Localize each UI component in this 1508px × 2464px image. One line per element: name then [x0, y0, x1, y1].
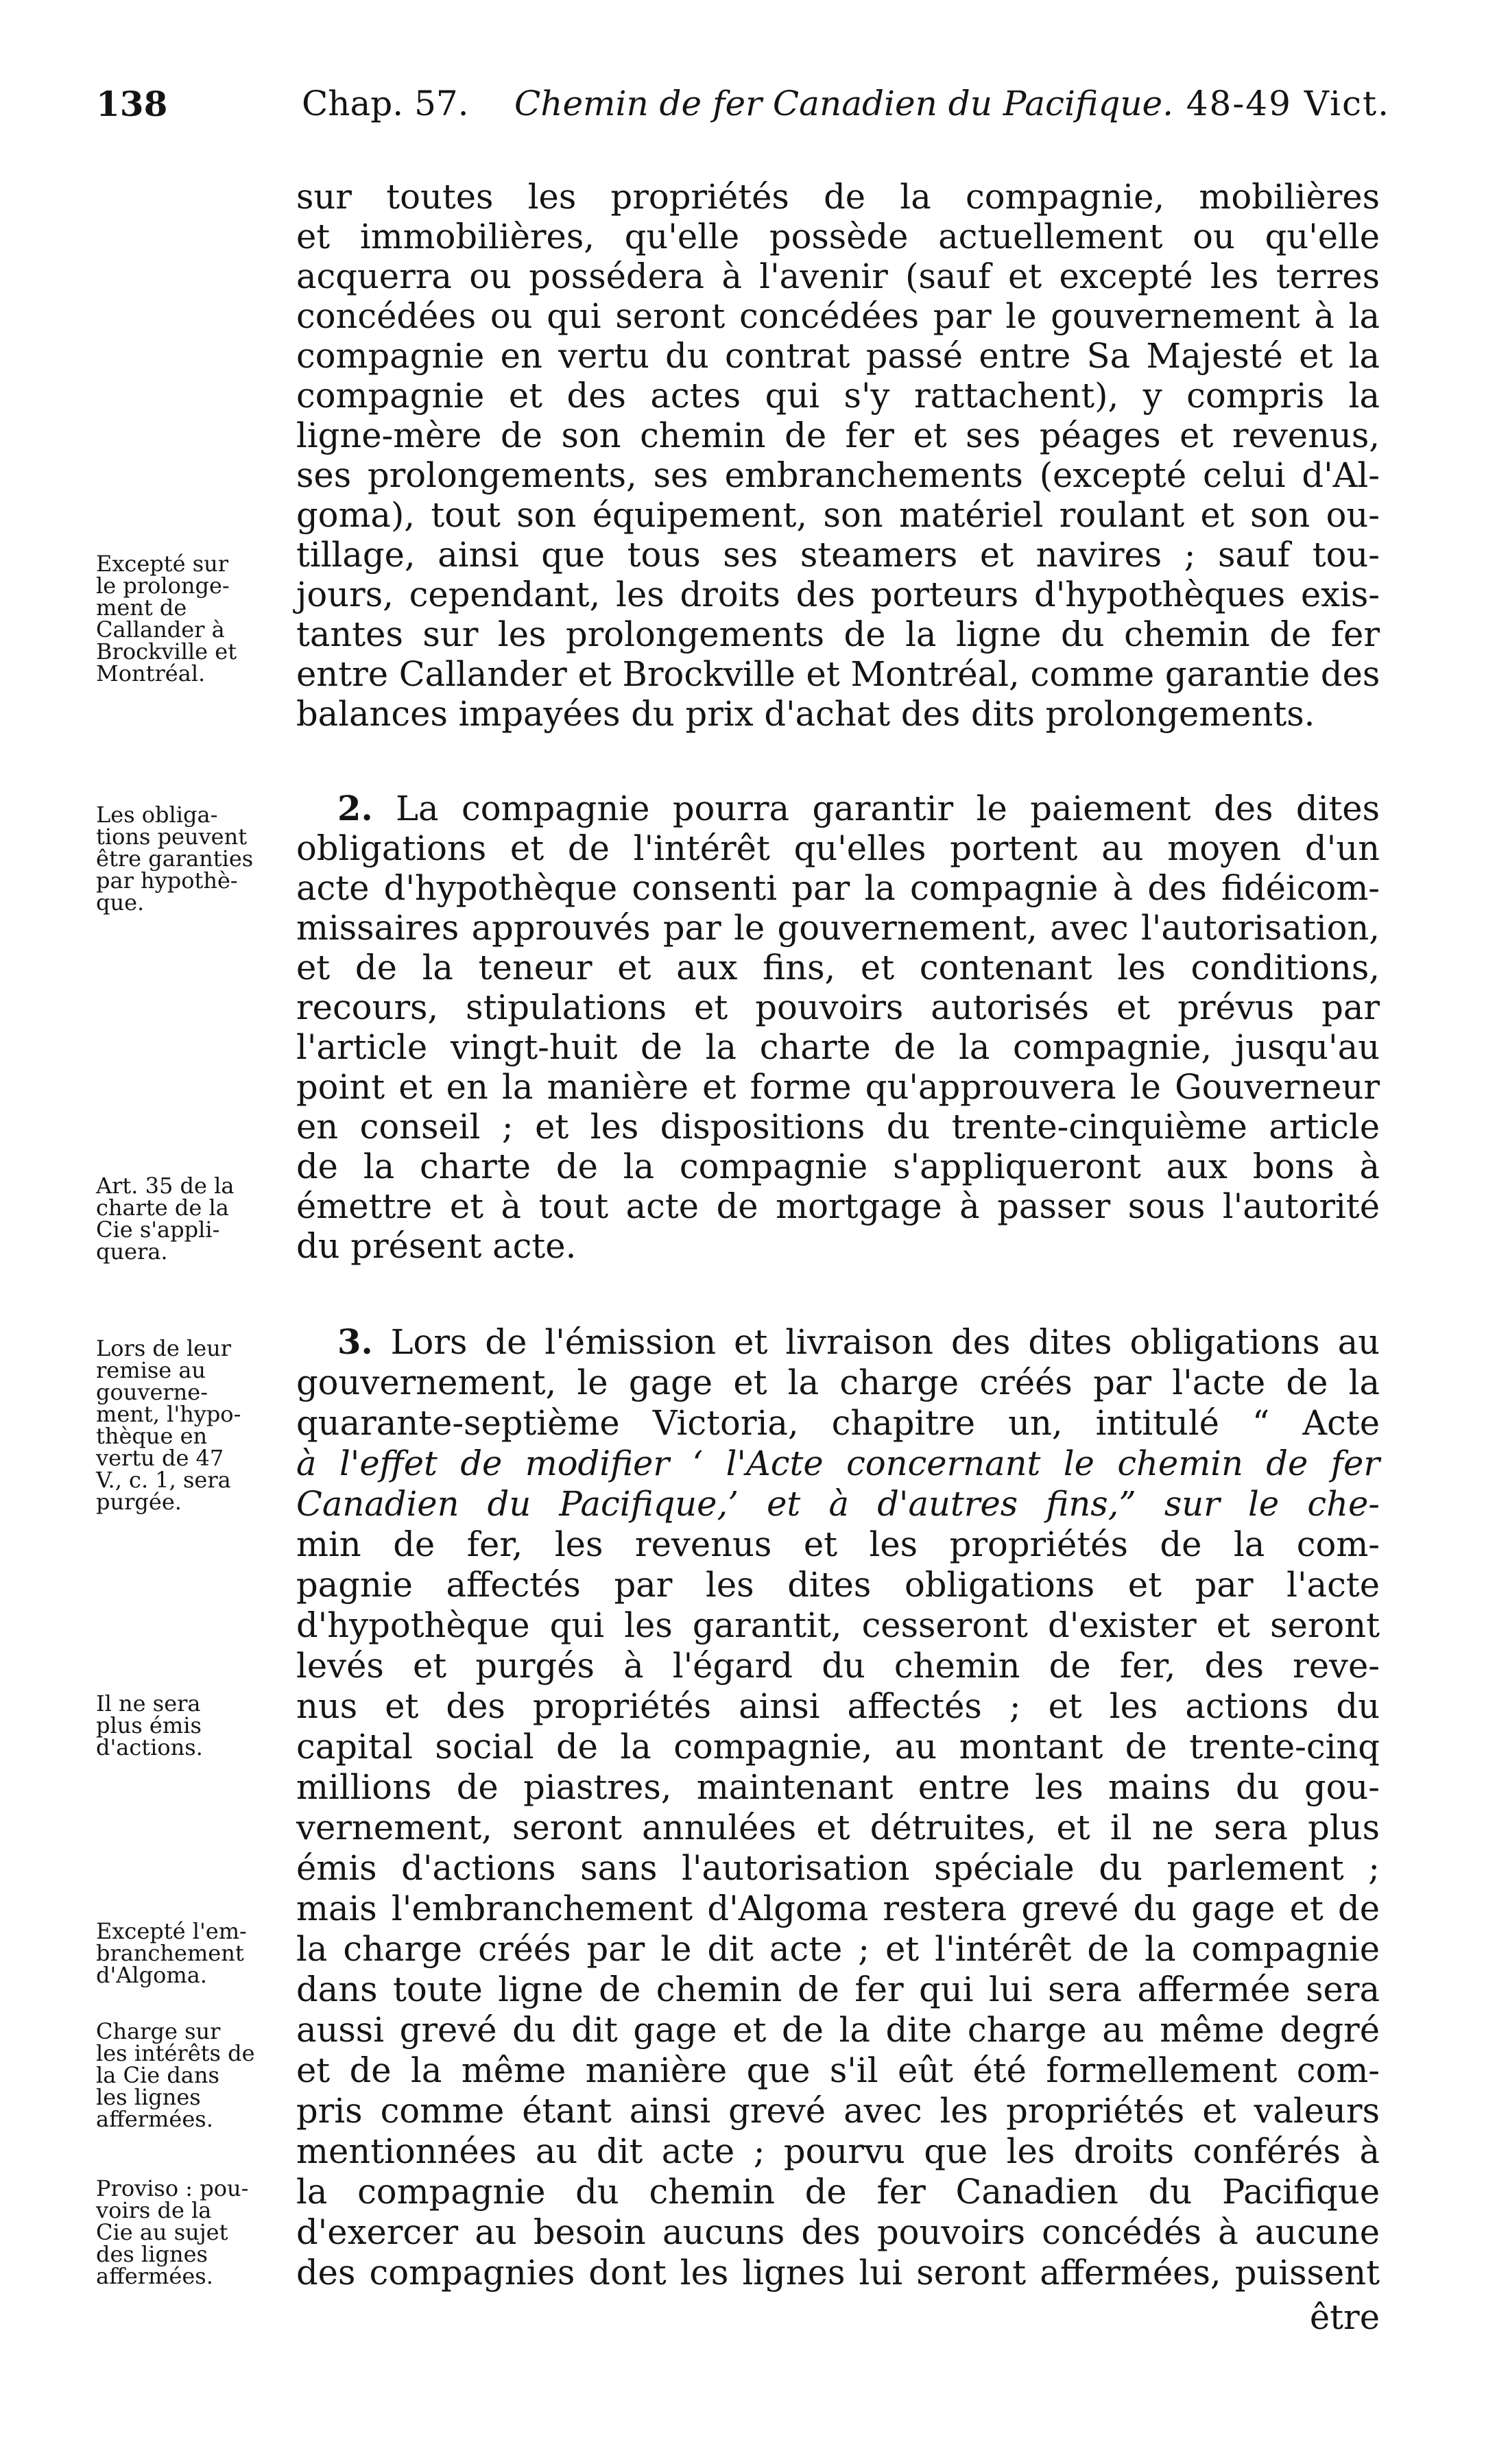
page-number: 138 [96, 84, 168, 124]
text-line: concédées ou qui seront concédées par le gouvernement à la [296, 296, 1380, 336]
text-line: capital social de la compagnie, au montant de trente-cinq [296, 1727, 1380, 1767]
text-line: millions de piastres, maintenant entre les mains du gou- [296, 1767, 1380, 1807]
catchword: être [1309, 2297, 1380, 2337]
text-line: La compagnie pourra garantir le paiement des dites [396, 789, 1380, 828]
text-line: pris comme étant ainsi grevé avec les propriétés et valeurs [296, 2091, 1380, 2131]
text-line: Lors de l'émission et livraison des dites obligations au [390, 1322, 1380, 1362]
text-line: ligne-mère de son chemin de fer et ses péages et revenus, [296, 416, 1380, 455]
text-line: et de la teneur et aux fins, et contenant les conditions, [296, 948, 1380, 988]
text-line: jours, cependant, les droits des porteurs d'hypothèques exis- [296, 575, 1380, 614]
text-line: levés et purgés à l'égard du chemin de fer, des reve- [296, 1646, 1380, 1686]
text-line: dans toute ligne de chemin de fer qui lui sera affermée sera [296, 1970, 1380, 2009]
text-line: et de la même manière que s'il eût été formellement com- [296, 2050, 1380, 2090]
text-line: et immobilières, qu'elle possède actuellement ou qu'elle [296, 217, 1380, 256]
text-line: émettre et à tout acte de mortgage à passer sous l'autorité [296, 1186, 1380, 1226]
text-line: tantes sur les prolongements de la ligne du chemin de fer [296, 614, 1380, 654]
section-2-first-line [296, 789, 1380, 828]
text-line: la charge créés par le dit acte ; et l'intérêt de la compagnie [296, 1929, 1380, 1969]
section-number: 3. [337, 1322, 373, 1362]
text-line: d'exercer au besoin aucuns des pouvoirs concédés à aucune [296, 2212, 1380, 2252]
text-line: vernement, seront annulées et détruites, et il ne sera plus [296, 1808, 1380, 1847]
margin-note: Excepté l'em- branchement d'Algoma. [96, 1918, 247, 1988]
text-line: nus et des propriétés ainsi affectés ; et les actions du [296, 1686, 1380, 1726]
text-line: balances impayées du prix d'achat des dits prolongements. [296, 694, 1315, 734]
margin-note: Les obliga- tions peuvent être garanties par hypothè- que. [96, 802, 254, 916]
margin-note: Art. 35 de la charte de la Cie s'appli- quera. [96, 1173, 235, 1265]
text-line: Canadien du Pacifique,’ et à d'autres fins,” sur le che- [296, 1484, 1380, 1524]
text-line: du présent acte. [296, 1226, 577, 1266]
text-line: en conseil ; et les dispositions du trente-cinquième article [296, 1107, 1380, 1147]
running-title: Chemin de fer Canadien du Pacifique. [514, 84, 1174, 123]
text-line: recours, stipulations et pouvoirs autorisés et prévus par [296, 988, 1380, 1027]
text-line: min de fer, les revenus et les propriétés de la com- [296, 1524, 1380, 1564]
text-line: émis d'actions sans l'autorisation spéciale du parlement ; [296, 1848, 1380, 1888]
text-line: compagnie et des actes qui s'y rattachent), y compris la [296, 376, 1380, 416]
text-line: entre Callander et Brockville et Montréal, comme garantie des [296, 654, 1380, 694]
margin-note: Il ne sera plus émis d'actions. [96, 1690, 203, 1760]
text-line: la compagnie du chemin de fer Canadien du Pacifique [296, 2172, 1380, 2212]
text-line: goma), tout son équipement, son matériel roulant et son ou- [296, 495, 1380, 535]
text-line: acte d'hypothèque consenti par la compagnie à des fidéicom- [296, 868, 1380, 908]
margin-note: Excepté sur le prolonge- ment de Callander à Brockville et Montréal. [96, 551, 237, 686]
chapter-label: Chap. 57. [302, 84, 469, 123]
text-line: tillage, ainsi que tous ses steamers et navires ; sauf tou- [296, 535, 1380, 575]
text-line: missaires approuvés par le gouvernement, avec l'autorisation, [296, 908, 1380, 948]
section-3-first-line [296, 1322, 1380, 1362]
margin-note: Lors de leur remise au gouverne- ment, l'hypo- thèque en vertu de 47 V., c. 1, sera purgée. [96, 1335, 241, 1515]
text-line: pagnie affectés par les dites obligations et par l'acte [296, 1565, 1380, 1605]
margin-note: Proviso : pou- voirs de la Cie au sujet des lignes affermées. [96, 2175, 249, 2289]
regnal-year: 48-49 Vict. [1186, 84, 1390, 123]
text-line: quarante-septième Victoria, chapitre un, intitulé “ Acte [296, 1403, 1380, 1443]
text-line: compagnie en vertu du contrat passé entre Sa Majesté et la [296, 336, 1380, 376]
section-number: 2. [337, 789, 373, 828]
text-line: d'hypothèque qui les garantit, cesseront d'exister et seront [296, 1605, 1380, 1645]
text-line: mais l'embranchement d'Algoma restera grevé du gage et de [296, 1889, 1380, 1928]
text-line: obligations et de l'intérêt qu'elles portent au moyen d'un [296, 828, 1380, 868]
page-header [0, 84, 1508, 139]
text-line: l'article vingt-huit de la charte de la compagnie, jusqu'au [296, 1027, 1380, 1067]
text-line: point et en la manière et forme qu'approuvera le Gouverneur [296, 1067, 1380, 1107]
margin-note: Charge sur les intérêts de la Cie dans les lignes affermées. [96, 2018, 255, 2132]
text-line: gouvernement, le gage et la charge créés par l'acte de la [296, 1363, 1380, 1402]
text-line: acquerra ou possédera à l'avenir (sauf et excepté les terres [296, 256, 1380, 296]
text-line: mentionnées au dit acte ; pourvu que les droits conférés à [296, 2131, 1380, 2171]
text-line: ses prolongements, ses embranchements (excepté celui d'Al- [296, 455, 1380, 495]
text-line: des compagnies dont les lignes lui seront affermées, puissent [296, 2253, 1380, 2293]
text-line: de la charte de la compagnie s'appliqueront aux bons à [296, 1147, 1380, 1186]
text-line: aussi grevé du dit gage et de la dite charge au même degré [296, 2010, 1380, 2050]
text-line: sur toutes les propriétés de la compagnie, mobilières [296, 177, 1380, 217]
text-line: à l'effet de modifier ‘ l'Acte concernant le chemin de fer [296, 1444, 1380, 1483]
